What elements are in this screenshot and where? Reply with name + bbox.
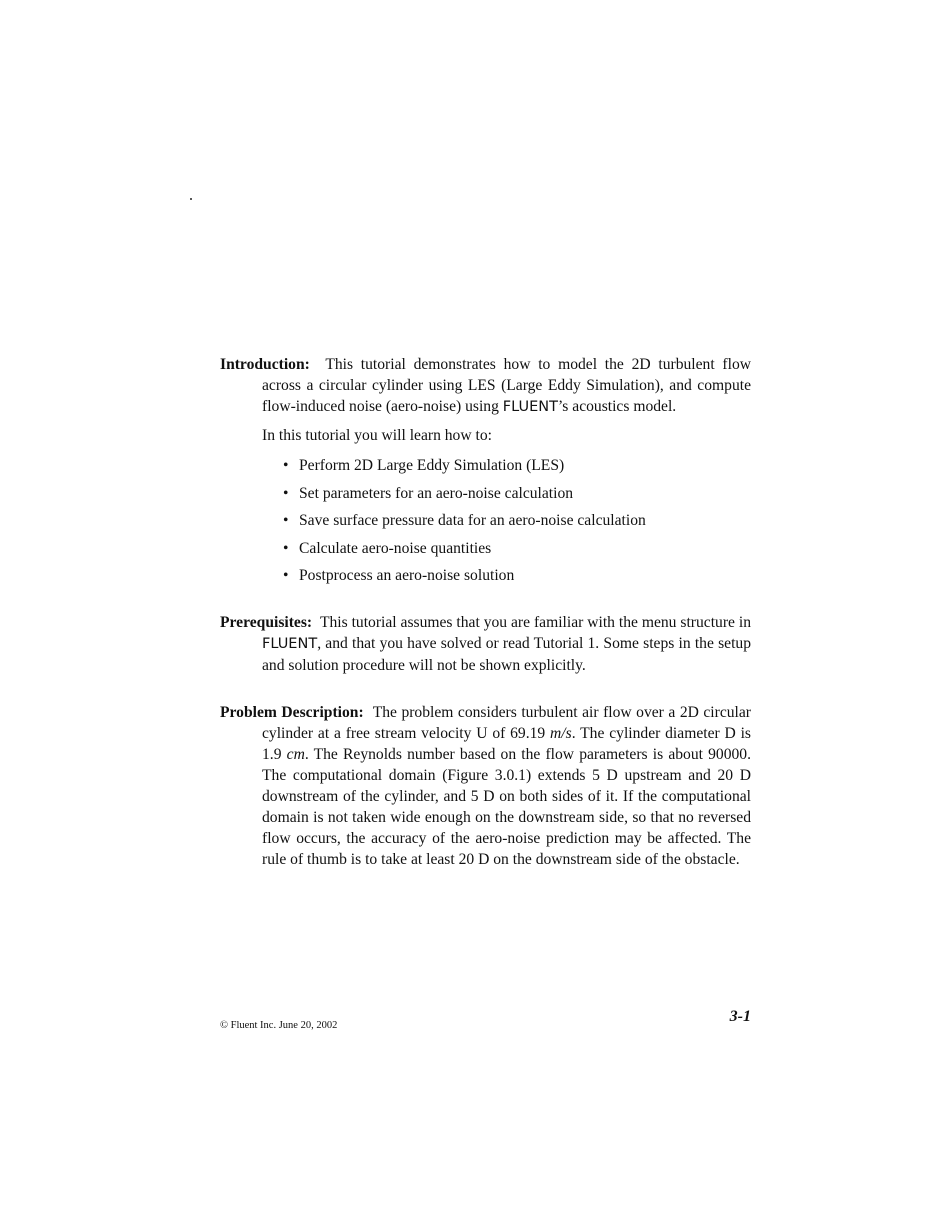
list-item-text: Perform 2D Large Eddy Simulation (LES)	[299, 457, 565, 474]
introduction-text-b: ’s acoustics model.	[557, 398, 677, 415]
prerequisites-product-name: FLUENT	[262, 636, 318, 652]
list-item-text: Set parameters for an aero-noise calculation	[299, 484, 574, 502]
list-item-text: Postprocess an aero-noise solution	[299, 567, 515, 584]
bullet-icon: •	[283, 512, 289, 529]
page-footer	[220, 1008, 751, 1038]
prerequisites-text-b: , and that you have solved or read Tutorial 1. Some steps in the setup and solution procedure will not be shown explicitly.	[262, 635, 751, 674]
problem-description-section	[220, 702, 751, 870]
introduction-heading: Introduction:	[220, 356, 310, 373]
introduction-paragraph	[220, 354, 751, 418]
learn-lead: In this tutorial you will learn how to:	[262, 427, 492, 444]
bullet-icon: •	[283, 484, 289, 502]
introduction-product-name: FLUENT	[502, 399, 558, 415]
stray-dot	[190, 198, 192, 200]
list-item-text: Calculate aero-noise quantities	[299, 539, 492, 557]
bullet-icon: •	[283, 457, 289, 474]
length-unit: cm	[286, 746, 305, 763]
bullet-icon: •	[283, 567, 289, 584]
introduction-section	[220, 354, 751, 586]
prerequisites-section	[220, 612, 751, 676]
introduction-text-a: This tutorial demonstrates how to model the 2D turbulent flow across a circular cylinder using LES (Large Eddy Simulation), and compute flow-induced noise (aero-noise) using	[262, 356, 752, 415]
list-item	[283, 455, 751, 476]
list-item	[283, 510, 751, 531]
problem-text-a: The problem considers turbulent air flow over a 2D circular cylinder at a free stream velocity U of 69.19	[262, 704, 751, 742]
problem-description-paragraph	[220, 702, 751, 870]
prerequisites-heading: Prerequisites:	[220, 614, 313, 631]
prerequisites-paragraph	[220, 612, 751, 676]
prerequisites-text-a: This tutorial assumes that you are familiar with the menu structure in	[319, 614, 751, 631]
list-item	[283, 538, 751, 559]
page-number: 3-1	[729, 1008, 751, 1025]
list-item-text: Save surface pressure data for an aero-noise calculation	[299, 512, 646, 529]
bullet-icon: •	[283, 539, 289, 557]
problem-text-b: . The cylinder diameter D is 1.9	[262, 725, 751, 763]
copyright-notice: © Fluent Inc. June 20, 2002	[220, 1020, 338, 1031]
document-body	[220, 354, 751, 870]
list-item	[283, 565, 751, 586]
velocity-unit: m/s	[550, 725, 572, 742]
problem-text-c: . The Reynolds number based on the flow parameters is about 90000. The computational domain (Figure 3.0.1) extends 5 D upstream and 20 D downstream of the cylinder, and 5 D on both sides of it. If the computational domain is not taken wide enough on the downstream side, so that no reversed flow occurs, the accuracy of the aero-noise prediction may be affected. The rule of thumb is to take at least 20 D on the downstream side of the obstacle.	[262, 746, 751, 868]
learning-list	[283, 455, 751, 586]
problem-description-heading: Problem Description:	[220, 704, 364, 721]
list-item	[283, 483, 751, 504]
